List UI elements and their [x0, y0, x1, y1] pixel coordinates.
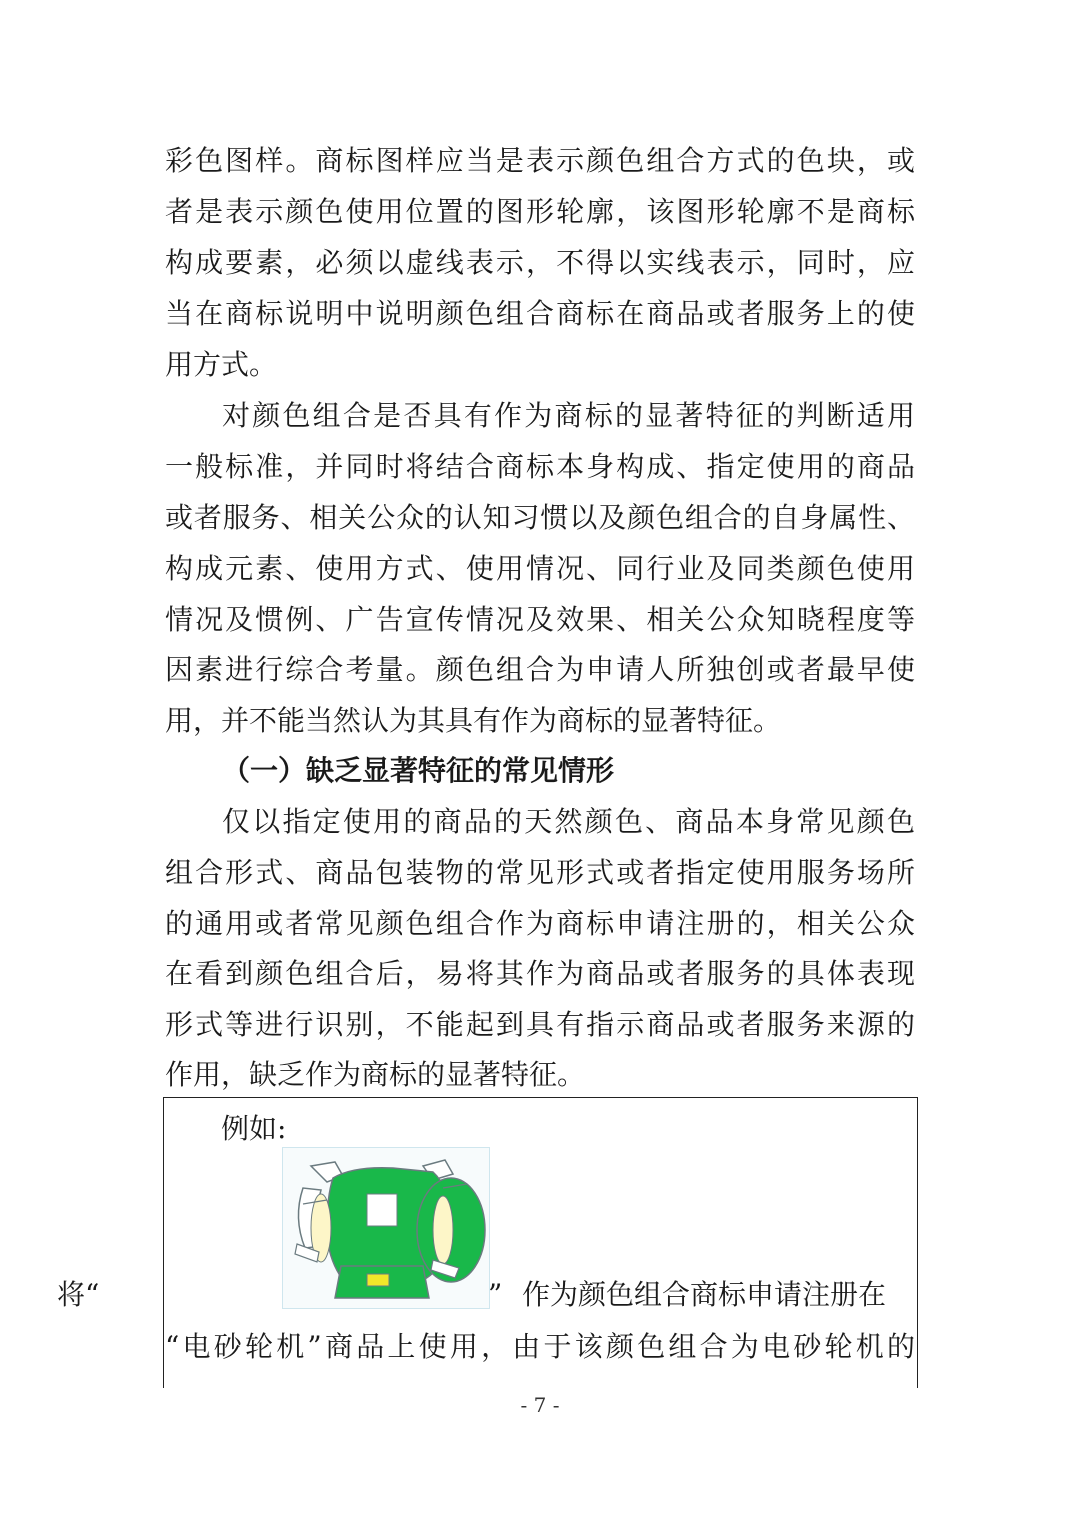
example-quote-close: ”	[488, 1278, 503, 1311]
text-line: 一般标准，并同时将结合商标本身构成、指定使用的商品	[165, 450, 915, 483]
section-heading: （一）缺乏显著特征的常见情形	[222, 754, 615, 787]
text-line: 彩色图样。商标图样应当是表示颜色组合方式的色块，或	[165, 144, 915, 177]
text-line: 形式等进行识别，不能起到具有指示商品或者服务来源的	[165, 1008, 915, 1041]
bench-grinder-drawing	[283, 1148, 489, 1308]
text-line: 作用，缺乏作为商标的显著特征。	[165, 1058, 586, 1091]
example-label: 例如:	[221, 1112, 287, 1145]
text-line: 在看到颜色组合后，易将其作为商品或者服务的具体表现	[165, 957, 915, 990]
text-line: 情况及惯例、广告宣传情况及效果、相关公众知晓程度等	[165, 603, 915, 636]
text-line: 对颜色组合是否具有作为商标的显著特征的判断适用	[222, 399, 915, 432]
text-line: 用，并不能当然认为其具有作为商标的显著特征。	[165, 704, 782, 737]
page-number: - 7 -	[520, 1393, 560, 1417]
bench-grinder-icon	[282, 1147, 490, 1309]
text-line: 构成元素、使用方式、使用情况、同行业及同类颜色使用	[165, 552, 915, 585]
text-line: 组合形式、商品包装物的常见形式或者指定使用服务场所	[165, 856, 915, 889]
text-line: 或者服务、相关公众的认知习惯以及颜色组合的自身属性、	[165, 501, 915, 534]
text-line: 的通用或者常见颜色组合作为商标申请注册的，相关公众	[165, 907, 915, 940]
text-line: 构成要素，必须以虚线表示，不得以实线表示，同时，应	[165, 246, 915, 279]
example-text-after: 作为颜色组合商标申请注册在	[522, 1278, 887, 1311]
text-line: 当在商标说明中说明颜色组合商标在商品或者服务上的使	[165, 297, 915, 330]
text-line: 因素进行综合考量。颜色组合为申请人所独创或者最早使	[165, 653, 915, 686]
text-line: 用方式。	[165, 348, 278, 381]
text-line: 者是表示颜色使用位置的图形轮廓，该图形轮廓不是商标	[165, 195, 915, 228]
text-line: 仅以指定使用的商品的天然颜色、商品本身常见颜色	[222, 805, 915, 838]
example-text-before: 将“	[57, 1278, 100, 1311]
example-text-line2: “电砂轮机”商品上使用，由于该颜色组合为电砂轮机的	[165, 1330, 915, 1363]
